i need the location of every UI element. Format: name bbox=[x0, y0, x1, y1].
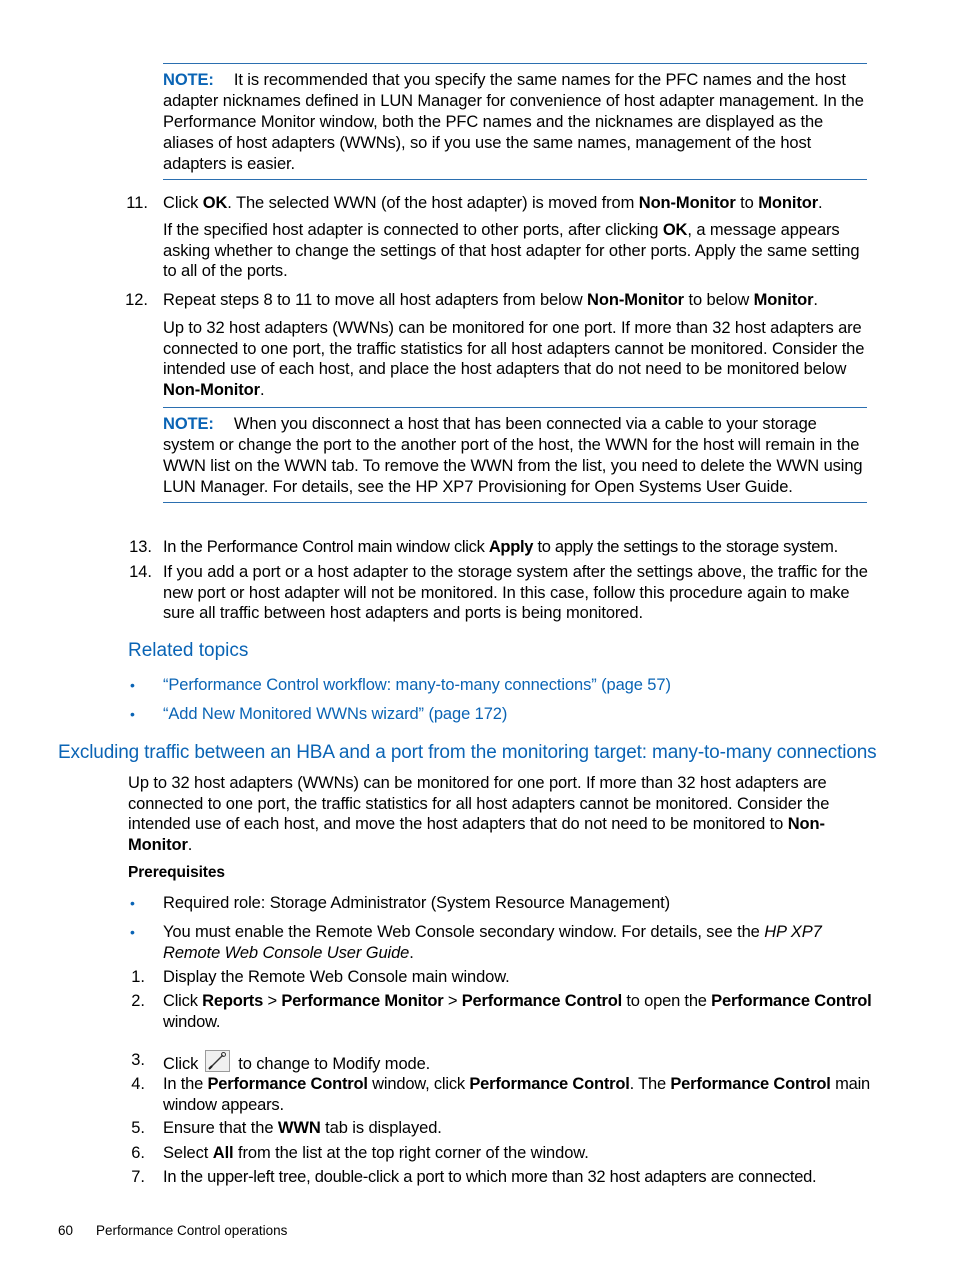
section-intro bbox=[128, 773, 870, 856]
note-label: NOTE: bbox=[163, 415, 214, 433]
step-number: 2. bbox=[131, 992, 145, 1010]
performance-control-term: Performance Control bbox=[711, 992, 872, 1010]
step-number: 6. bbox=[131, 1144, 145, 1162]
prerequisite-item: Required role: Storage Administrator (System Resource Management) bbox=[163, 894, 671, 912]
step-subtext bbox=[163, 318, 869, 401]
text: to open the bbox=[622, 992, 712, 1010]
step-text: In the upper-left tree, double-click a port to which more than 32 host adapters are connected. bbox=[163, 1168, 817, 1186]
text: window. bbox=[163, 1012, 221, 1031]
performance-control-term: Performance Control bbox=[469, 1075, 630, 1093]
bullet: • bbox=[130, 677, 135, 693]
step-subtext bbox=[163, 220, 869, 282]
text: window, click bbox=[367, 1075, 470, 1093]
step-text bbox=[163, 537, 883, 558]
step-text bbox=[163, 1143, 589, 1164]
step-number: 4. bbox=[131, 1075, 145, 1093]
page-number: 60 bbox=[58, 1223, 74, 1238]
step-text bbox=[163, 991, 873, 1032]
related-link[interactable]: “Add New Monitored WWNs wizard” (page 172) bbox=[163, 705, 508, 723]
text: Select bbox=[163, 1144, 213, 1162]
bullet: • bbox=[130, 706, 135, 722]
non-monitor-term: Non-Monitor bbox=[163, 381, 260, 400]
step-text: If you add a port or a host adapter to the storage system after the settings above, the traffic for the new port or host adapter will not be monitored. In this case, follow this procedure again to make sure all traffic between host adapters and ports is being monitored. bbox=[163, 563, 868, 623]
monitor-term: Monitor bbox=[753, 291, 814, 309]
all-term: All bbox=[212, 1144, 234, 1162]
text: Click bbox=[163, 194, 203, 212]
step-number: 5. bbox=[131, 1119, 145, 1137]
note-box bbox=[163, 63, 867, 180]
note-text: When you disconnect a host that has been connected via a cable to your storage system or change the port to the another port of the host, the WWN for the host will remain in the WWN list on the WWN tab. To remove the WWN from the list, you need to delete the WWN using LUN Manager. For details, see the HP XP7 Provisioning for Open Systems User Guide. bbox=[163, 415, 863, 496]
step-text: Display the Remote Web Console main window. bbox=[163, 968, 510, 986]
step-text bbox=[163, 1050, 430, 1075]
step-number: 14. bbox=[129, 563, 152, 581]
prerequisite-item bbox=[163, 922, 863, 963]
text: In the Performance Control main window click bbox=[163, 538, 489, 556]
text: Up to 32 host adapters (WWNs) can be monitored for one port. If more than 32 host adapters are connected to one port, the traffic statistics for all host adapters cannot be monitored. Consider the intended use of each host, and move the host adapters that do not need to be monitored to bbox=[128, 774, 830, 834]
step-number: 11. bbox=[126, 194, 148, 212]
apply-term: Apply bbox=[488, 538, 534, 556]
ok-term: OK bbox=[662, 221, 688, 239]
footer-title: Performance Control operations bbox=[96, 1223, 288, 1238]
text: from the list at the top right corner of the window. bbox=[233, 1144, 589, 1162]
prerequisites-heading: Prerequisites bbox=[128, 864, 225, 881]
bullet: • bbox=[130, 895, 135, 911]
pencil-icon bbox=[206, 1051, 229, 1071]
modify-mode-icon[interactable] bbox=[205, 1050, 230, 1072]
performance-control-term: Performance Control bbox=[670, 1075, 831, 1093]
text: to below bbox=[684, 291, 754, 309]
text: . bbox=[187, 836, 193, 855]
step-text bbox=[163, 1118, 442, 1139]
performance-monitor-term: Performance Monitor bbox=[281, 992, 444, 1010]
performance-control-term: Performance Control bbox=[461, 992, 623, 1010]
note-box bbox=[163, 407, 867, 503]
text: . The bbox=[629, 1075, 671, 1093]
text: tab is displayed. bbox=[320, 1119, 442, 1137]
text: In the bbox=[163, 1075, 208, 1093]
text: to apply the settings to the storage system. bbox=[533, 538, 838, 556]
text: Ensure that the bbox=[163, 1119, 278, 1137]
text: . bbox=[259, 381, 265, 400]
monitor-term: Monitor bbox=[758, 194, 819, 212]
text: Repeat steps 8 to 11 to move all host adapters from below bbox=[163, 291, 588, 309]
non-monitor-term: Non-Monitor bbox=[587, 291, 684, 309]
step-number: 3. bbox=[131, 1051, 145, 1069]
text: . bbox=[818, 194, 823, 212]
guide-title: HP XP7 Remote Web Console User Guide bbox=[163, 923, 822, 962]
note-text: It is recommended that you specify the same names for the PFC names and the host adapter nicknames defined in LUN Manager for convenience of host adapter management. In the Performance Monitor window, both the PFC names and the nicknames are displayed as the aliases of host adapters (WWNs), so if you use the same names, management of the host adapters is easier. bbox=[163, 71, 864, 173]
text: Click bbox=[163, 1055, 199, 1073]
text: You must enable the Remote Web Console secondary window. For details, see the bbox=[163, 923, 765, 941]
text: , a message appears asking whether to change the settings of that host adapter for other ports. Apply the same setting to all of the ports. bbox=[163, 221, 860, 281]
step-number: 13. bbox=[129, 538, 152, 556]
step-text bbox=[163, 193, 873, 214]
text: to bbox=[735, 194, 759, 212]
text: If the specified host adapter is connected to other ports, after clicking bbox=[163, 221, 663, 239]
step-number: 1. bbox=[131, 968, 145, 986]
text: . bbox=[813, 291, 818, 309]
wwn-term: WWN bbox=[277, 1119, 321, 1137]
performance-control-term: Performance Control bbox=[207, 1075, 368, 1093]
related-link[interactable]: “Performance Control workflow: many-to-many connections” (page 57) bbox=[163, 676, 671, 694]
related-topics-heading: Related topics bbox=[128, 640, 249, 661]
step-text bbox=[163, 290, 873, 311]
text: Click bbox=[163, 992, 203, 1010]
non-monitor-term: Non-Monitor bbox=[638, 194, 736, 212]
reports-term: Reports bbox=[202, 992, 264, 1010]
non-monitor-term: Non-Monitor bbox=[128, 815, 825, 855]
note-label: NOTE: bbox=[163, 71, 214, 89]
step-number: 7. bbox=[131, 1168, 145, 1186]
step-number: 12. bbox=[125, 291, 148, 309]
text: main window appears. bbox=[163, 1075, 871, 1114]
text: Up to 32 host adapters (WWNs) can be monitored for one port. If more than 32 host adapters are connected to one port, the traffic statistics for all host adapters cannot be monitored. Consider the intended use of each host, and place the host adapters that do not need to be monitored below bbox=[163, 319, 865, 379]
ok-term: OK bbox=[202, 194, 228, 212]
text: . The selected WWN (of the host adapter) is moved from bbox=[227, 194, 639, 212]
text: to change to Modify mode. bbox=[238, 1055, 431, 1073]
section-heading: Excluding traffic between an HBA and a port from the monitoring target: many-to-many connections bbox=[58, 742, 877, 763]
text: . bbox=[409, 943, 414, 962]
bullet: • bbox=[130, 924, 135, 940]
step-text bbox=[163, 1074, 873, 1115]
text: > bbox=[443, 992, 462, 1010]
text: > bbox=[263, 992, 282, 1010]
